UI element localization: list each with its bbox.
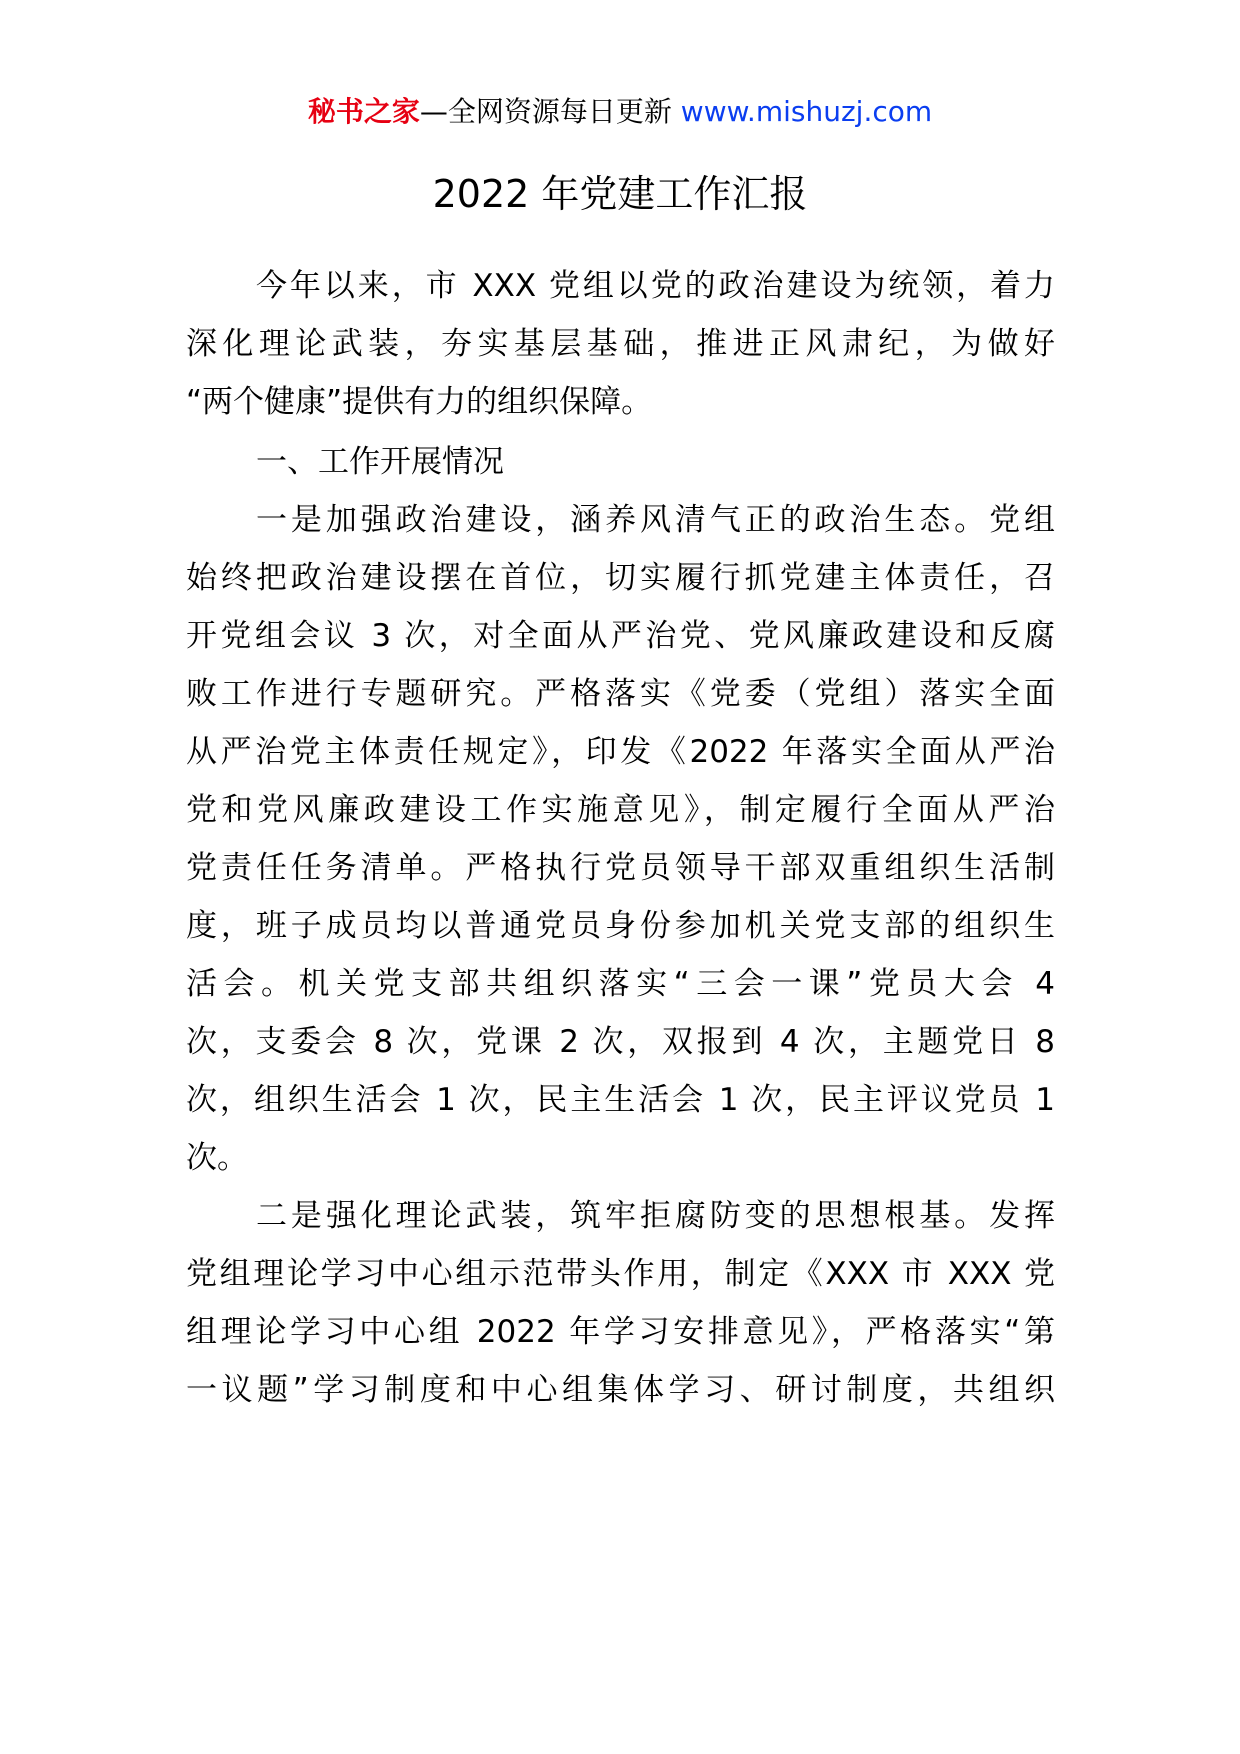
body-line: 党组理论学习中心组示范带头作用，制定《XXX 市 XXX 党 bbox=[186, 1256, 1055, 1292]
body-line: 党责任任务清单。严格执行党员领导干部双重组织生活制 bbox=[186, 850, 1055, 886]
body-line: 始终把政治建设摆在首位，切实履行抓党建主体责任，召 bbox=[186, 560, 1055, 596]
body-line: 组理论学习中心组 2022 年学习安排意见》，严格落实“第 bbox=[186, 1314, 1055, 1350]
site-brand: 秘书之家 bbox=[307, 95, 420, 128]
site-url-link[interactable]: www.mishuzj.com bbox=[680, 95, 933, 128]
body-line: 活会。机关党支部共组织落实“三会一课”党员大会 4 bbox=[186, 966, 1055, 1002]
body-line: 败工作进行专题研究。严格落实《党委（党组）落实全面 bbox=[186, 676, 1055, 712]
document-title: 2022 年党建工作汇报 bbox=[432, 172, 808, 216]
body-line: 度，班子成员均以普通党员身份参加机关党支部的组织生 bbox=[186, 908, 1055, 944]
body-line: “两个健康”提供有力的组织保障。 bbox=[186, 384, 653, 420]
site-tagline: —全网资源每日更新 bbox=[419, 95, 672, 128]
section-heading: 一、工作开展情况 bbox=[256, 444, 504, 480]
body-line: 次，支委会 8 次，党课 2 次，双报到 4 次，主题党日 8 bbox=[186, 1024, 1055, 1060]
body-line: 二是强化理论武装，筑牢拒腐防变的思想根基。发挥 bbox=[256, 1198, 1055, 1234]
body-line: 次，组织生活会 1 次，民主生活会 1 次，民主评议党员 1 bbox=[186, 1082, 1055, 1118]
body-line: 深化理论武装，夯实基层基础，推进正风肃纪，为做好 bbox=[186, 326, 1055, 362]
body-line: 开党组会议 3 次，对全面从严治党、党风廉政建设和反腐 bbox=[186, 618, 1055, 654]
site-header bbox=[0, 92, 1240, 132]
body-line: 次。 bbox=[186, 1140, 248, 1176]
body-line: 从严治党主体责任规定》，印发《2022 年落实全面从严治 bbox=[186, 734, 1055, 770]
body-line: 党和党风廉政建设工作实施意见》，制定履行全面从严治 bbox=[186, 792, 1055, 828]
body-line: 一是加强政治建设，涵养风清气正的政治生态。党组 bbox=[256, 502, 1055, 538]
body-line: 今年以来，市 XXX 党组以党的政治建设为统领，着力 bbox=[256, 268, 1055, 304]
body-line: 一议题”学习制度和中心组集体学习、研讨制度，共组织 bbox=[186, 1372, 1055, 1408]
